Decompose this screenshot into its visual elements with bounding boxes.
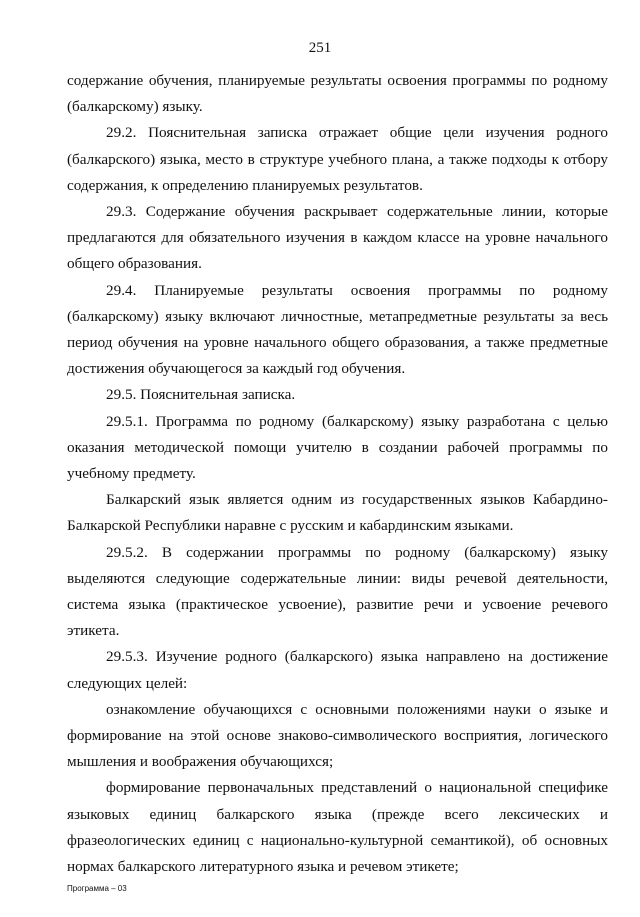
document-body [67, 68, 608, 880]
paragraph-intro-continuation: содержание обучения, планируемые результаты освоения программы по родному (балкарскому) языку. [67, 72, 608, 116]
paragraph-29-5-1: 29.5.1. Программа по родному (балкарскому) языку разработана с целью оказания методической помощи учителю в создании рабочей программы по учебному предмету. [67, 412, 608, 483]
paragraph-29-2: 29.2. Пояснительная записка отражает общие цели изучения родного (балкарского) языка, место в структуре учебного плана, а также подходы к отбору содержания, к определению планируемых результатов. [67, 124, 608, 194]
paragraph-goal-formation: формирование первоначальных представлений о национальной специфике языковых единиц балкарского языка (прежде всего лексических и фразеологических единиц с национально-культурной семантикой), об основных нормах балкарского литературного языка и речевом этикете; [67, 779, 608, 876]
paragraph-29-5: 29.5. Пояснительная записка. [106, 386, 296, 404]
paragraph-balkar-language: Балкарский язык является одним из государственных языков Кабардино-Балкарской Республики наравне с русским и кабардинским языками. [67, 491, 608, 535]
paragraph-29-4: 29.4. Планируемые результаты освоения программы по родному (балкарскому) языку включают личностные, метапредметные результаты за весь период обучения на уровне начального общего образования, а также предметные достижения обучающегося за каждый год обучения. [67, 281, 608, 378]
paragraph-29-5-2: 29.5.2. В содержании программы по родному (балкарскому) языку выделяются следующие содержательные линии: виды речевой деятельности, система языка (практическое усвоение), развитие речи и усвоение речевого этикета. [67, 543, 608, 640]
paragraph-29-3: 29.3. Содержание обучения раскрывает содержательные линии, которые предлагаются для обязательного изучения в каждом классе на уровне начального общего образования. [67, 203, 608, 273]
paragraph-29-5-3: 29.5.3. Изучение родного (балкарского) языка направлено на достижение следующих целей: [67, 648, 608, 692]
paragraph-goal-acquaintance: ознакомление обучающихся с основными положениями науки о языке и формирование на этой основе знаково-символического восприятия, логического мышления и воображения обучающихся; [67, 700, 608, 771]
footer-label: Программа – 03 [67, 884, 127, 893]
page-number: 251 [308, 40, 332, 56]
